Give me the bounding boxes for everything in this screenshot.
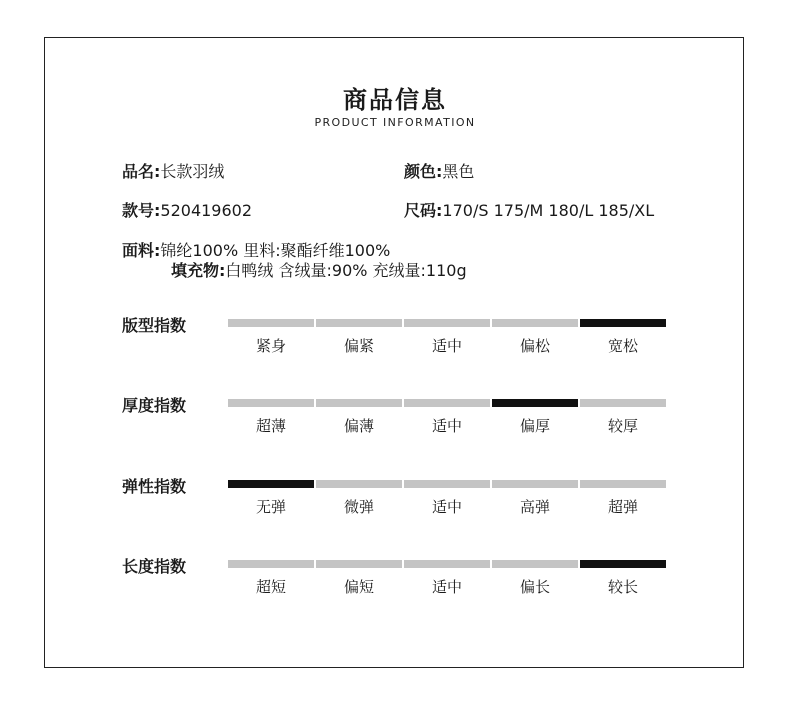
rating-option-label: 偏松	[519, 337, 550, 355]
rating-segment-selected	[580, 319, 666, 327]
product-color-value: 黑色	[442, 162, 475, 181]
rating-option-label: 适中	[431, 578, 462, 596]
rating-segment-selected	[580, 560, 666, 568]
rating-row	[0, 313, 790, 353]
size-label: 尺码:	[404, 201, 443, 220]
filling-value: 白鸭绒 含绒量:90% 充绒量:110g	[225, 261, 467, 280]
rating-segment	[492, 480, 578, 488]
rating-row	[0, 474, 790, 514]
rating-segment	[316, 560, 402, 568]
filling-label: 填充物:	[171, 261, 226, 280]
rating-segment	[228, 560, 314, 568]
product-color-label: 颜色:	[404, 162, 443, 181]
rating-option-label: 宽松	[607, 337, 638, 355]
rating-row	[0, 393, 790, 433]
rating-option-label: 偏长	[519, 578, 550, 596]
rating-option-label: 偏短	[343, 578, 374, 596]
rating-segment	[404, 560, 490, 568]
rating-option-label: 紧身	[255, 337, 286, 355]
product-name-value: 长款羽绒	[160, 162, 225, 181]
product-color	[404, 159, 474, 182]
page-subtitle: PRODUCT INFORMATION	[314, 116, 476, 129]
rating-option-label: 偏紧	[343, 337, 374, 355]
style-number-label: 款号:	[122, 201, 161, 220]
rating-option-label: 较长	[607, 578, 638, 596]
rating-option-label: 偏薄	[343, 417, 374, 435]
rating-segment	[580, 480, 666, 488]
filling	[171, 258, 467, 281]
style-number-value: 520419602	[160, 201, 253, 220]
rating-segment	[404, 319, 490, 327]
rating-segment	[580, 399, 666, 407]
rating-segment	[228, 319, 314, 327]
rating-segment	[316, 480, 402, 488]
product-name	[122, 159, 224, 182]
fabric-label: 面料:	[122, 241, 161, 260]
size-value: 170/S 175/M 180/L 185/XL	[442, 201, 655, 220]
rating-segment	[228, 399, 314, 407]
style-number	[122, 198, 252, 221]
rating-label: 版型指数	[122, 316, 187, 335]
rating-segment	[492, 560, 578, 568]
rating-option-label: 超弹	[607, 498, 638, 516]
size-range	[404, 198, 654, 221]
rating-option-label: 较厚	[607, 417, 638, 435]
rating-segment-selected	[228, 480, 314, 488]
rating-segment-selected	[492, 399, 578, 407]
rating-label: 厚度指数	[122, 396, 187, 415]
rating-option-label: 适中	[431, 417, 462, 435]
rating-segment	[316, 319, 402, 327]
rating-segment	[404, 480, 490, 488]
rating-segment	[404, 399, 490, 407]
rating-segment	[316, 399, 402, 407]
rating-option-label: 适中	[431, 337, 462, 355]
product-name-label: 品名:	[122, 162, 161, 181]
rating-label: 长度指数	[122, 557, 187, 576]
rating-option-label: 超薄	[255, 417, 286, 435]
rating-option-label: 超短	[255, 578, 286, 596]
rating-segment	[492, 319, 578, 327]
rating-option-label: 微弹	[343, 498, 374, 516]
rating-option-label: 偏厚	[519, 417, 550, 435]
page-title: 商品信息	[343, 86, 447, 114]
rating-label: 弹性指数	[122, 477, 187, 496]
rating-option-label: 高弹	[519, 498, 550, 516]
rating-option-label: 无弹	[255, 498, 286, 516]
rating-row	[0, 554, 790, 594]
rating-option-label: 适中	[431, 498, 462, 516]
fabric-value: 锦纶100% 里料:聚酯纤维100%	[160, 241, 391, 260]
